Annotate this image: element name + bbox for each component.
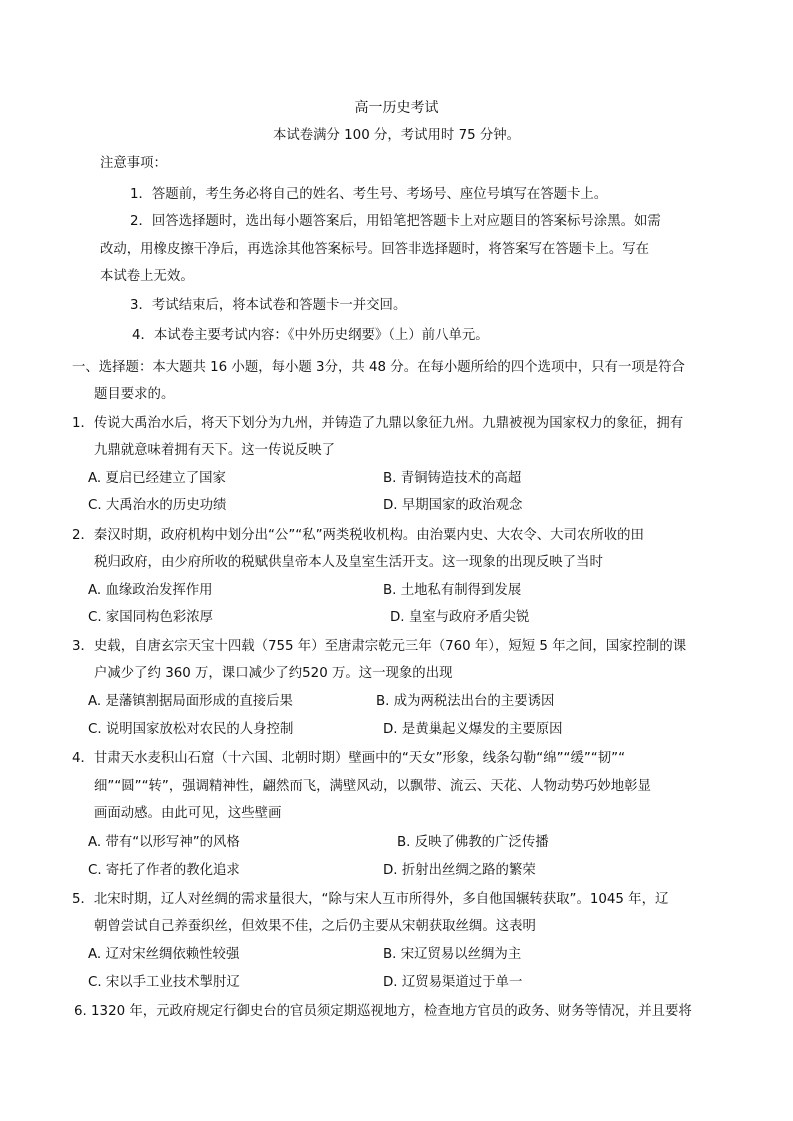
question-stem: 5．北宋时期，辽人对丝绸的需求量很大，“除与宋人互市所得外，多自他国辗转获取”。1045 年，辽 <box>72 892 669 907</box>
option-a: A. 夏启已经建立了国家 <box>88 471 226 486</box>
page-subtitle: 本试卷满分 100 分，考试用时 75 分钟。 <box>272 128 521 143</box>
notice-item: 3．考试结束后，将本试卷和答题卡一并交回。 <box>130 298 407 313</box>
question-stem: 细”“圆”“转”，强调精神性，翩然而飞，满壁风动，以飘带、流云、天花、人物动势巧妙地彰显 <box>94 779 651 794</box>
option-d: D. 辽贸易渠道过于单一 <box>383 975 523 990</box>
question-stem: 九鼎就意味着拥有天下。这一传说反映了 <box>94 443 336 458</box>
option-d: D. 皇室与政府矛盾尖锐 <box>390 610 530 625</box>
notice-item: 2．回答选择题时，选出每小题答案后，用铅笔把答题卡上对应题目的答案标号涂黑。如需 <box>130 214 661 229</box>
option-b: B. 成为两税法出台的主要诱因 <box>376 694 555 709</box>
option-c: C. 说明国家放松对农民的人身控制 <box>88 722 294 737</box>
question-stem: 画面动感。由此可见，这些壁画 <box>94 806 282 821</box>
option-a: A. 血缘政治发挥作用 <box>88 583 213 598</box>
option-b: B. 土地私有制得到发展 <box>383 583 522 598</box>
question-stem: 朝曾尝试自己养蚕织丝，但效果不佳，之后仍主要从宋朝获取丝绸。这表明 <box>94 919 536 934</box>
option-c: C. 大禹治水的历史功绩 <box>88 498 227 513</box>
question-stem: 6. 1320 年，元政府规定行御史台的官员须定期巡视地方，检查地方官员的政务、财务等情况，并且要将 <box>74 1004 692 1019</box>
question-stem: 1．传说大禹治水后，将天下划分为九州，并铸造了九鼎以象征九州。九鼎被视为国家权力的象征，拥有 <box>72 416 684 431</box>
notice-item: 4．本试卷主要考试内容：《中外历史纲要》（上）前八单元。 <box>132 328 489 343</box>
option-b: B. 宋辽贸易以丝绸为主 <box>383 947 522 962</box>
notice-item-continued: 本试卷上无效。 <box>100 269 194 284</box>
question-stem: 4．甘肃天水麦积山石窟（十六国、北朝时期）壁画中的“天女”形象，线条勾勒“绵”“缓”“韧”“ <box>72 751 626 766</box>
option-d: D. 是黄巢起义爆发的主要原因 <box>383 722 563 737</box>
option-c: C. 家国同构色彩浓厚 <box>88 610 213 625</box>
section-heading-continued: 题目要求的。 <box>94 387 175 402</box>
question-stem: 3．史载，自唐玄宗天宝十四载（755 年）至唐肃宗乾元三年（760 年），短短 5 年之间，国家控制的课 <box>72 639 687 654</box>
option-b: B. 青铜铸造技术的高超 <box>383 471 522 486</box>
option-d: D. 早期国家的政治观念 <box>383 498 523 513</box>
option-a: A. 辽对宋丝绸依赖性较强 <box>88 947 240 962</box>
notice-item: 1．答题前，考生务必将自己的姓名、考生号、考场号、座位号填写在答题卡上。 <box>130 187 608 202</box>
question-stem: 2．秦汉时期，政府机构中划分出“公”“私”两类税收机构。由治粟内史、大农令、大司农所收的田 <box>72 528 644 543</box>
option-d: D. 折射出丝绸之路的繁荣 <box>383 863 536 878</box>
option-c: C. 宋以手工业技术掣肘辽 <box>88 975 240 990</box>
option-c: C. 寄托了作者的教化追求 <box>88 863 240 878</box>
question-stem: 户减少了约 360 万，课口减少了约520 万。这一现象的出现 <box>94 666 453 681</box>
section-heading: 一、选择题：本大题共 16 小题，每小题 3分，共 48 分。在每小题所给的四个选项中，只有一项是符合 <box>72 360 685 375</box>
question-stem: 税归政府，由少府所收的税赋供皇帝本人及皇室生活开支。这一现象的出现反映了当时 <box>94 555 603 570</box>
page-title: 高一历史考试 <box>354 100 439 116</box>
option-a: A. 带有“以形写神”的风格 <box>88 835 240 850</box>
notice-item-continued: 改动，用橡皮擦干净后，再选涂其他答案标号。回答非选择题时，将答案写在答题卡上。写在 <box>100 242 650 257</box>
option-a: A. 是藩镇割据局面形成的直接后果 <box>88 694 293 709</box>
notice-heading: 注意事项： <box>100 156 167 171</box>
option-b: B. 反映了佛教的广泛传播 <box>397 835 549 850</box>
